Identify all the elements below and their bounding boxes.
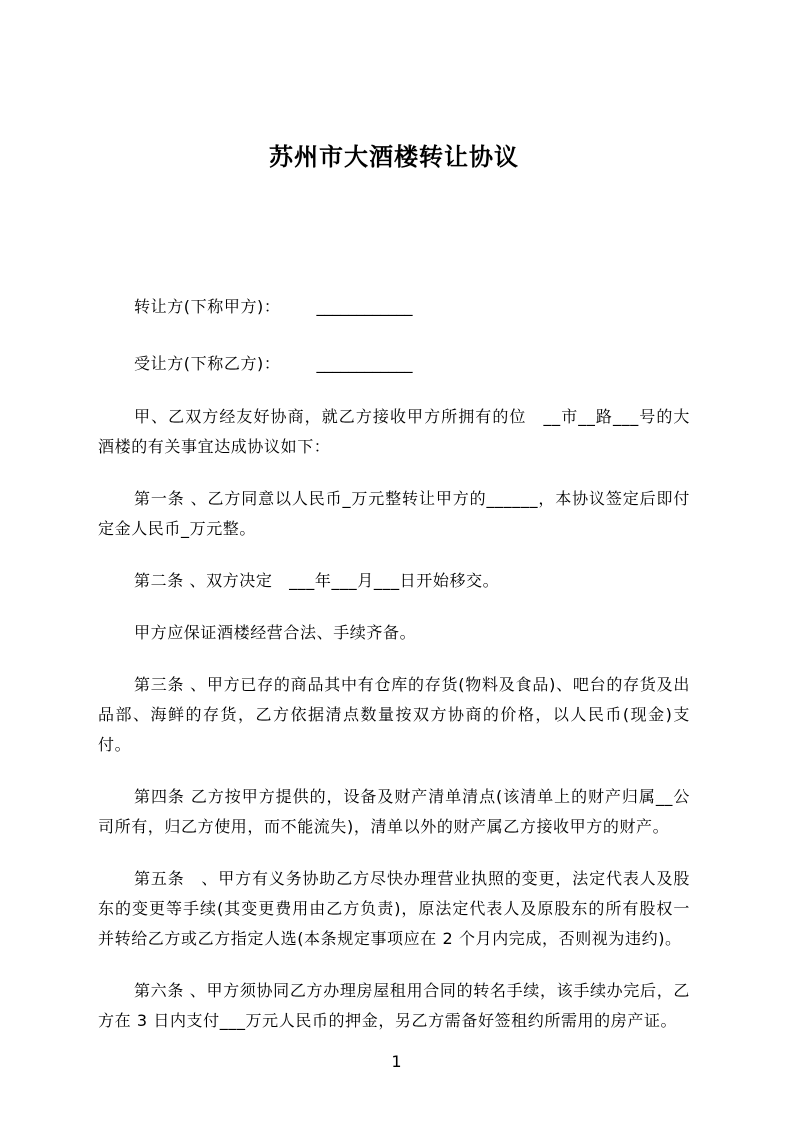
clause-2-paragraph: 第二条 、双方决定 ___年___月___日开始移交。: [134, 571, 500, 590]
party-b-line: [98, 349, 690, 379]
clause-4-paragraph: 第四条 乙方按甲方提供的，设备及财产清单清点(该清单上的财产归属__公司所有，归乙方使用，而不能流失)，清单以外的财产属乙方接收甲方的财产。: [98, 787, 690, 836]
clause-1-paragraph: 第一条 、乙方同意以人民币_万元整转让甲方的______，本协议签定后即付定金人民币_万元整。: [98, 489, 690, 538]
clause-2-note-paragraph: 甲方应保证酒楼经营合法、手续齐备。: [134, 623, 417, 642]
party-b-blank: ____________: [316, 354, 413, 373]
clause-5-paragraph: 第五条 、甲方有义务协助乙方尽快办理营业执照的变更，法定代表人及股东的变更等手续(其变更费用由乙方负责)，原法定代表人及原股东的所有股权一并转给乙方或乙方指定人选(本条规定事项应在 2 个月内完成，否则视为违约)。: [98, 869, 690, 948]
party-a-line: [98, 292, 690, 322]
clause-3-paragraph: 第三条 、甲方已存的商品其中有仓库的存货(物料及食品)、吧台的存货及出品部、海鲜的存货，乙方依据清点数量按双方协商的价格，以人民币(现金)支付。: [98, 675, 690, 754]
document-title: 苏州市大酒楼转让协议: [269, 143, 519, 171]
intro-paragraph: 甲、乙双方经友好协商，就乙方接收甲方所拥有的位 __市__路___号的大酒楼的有关事宜达成协议如下：: [98, 407, 690, 456]
party-b-label: 受让方(下称乙方)：: [134, 354, 281, 373]
party-a-blank: ____________: [316, 297, 413, 316]
page-number: 1: [391, 1052, 402, 1071]
party-a-label: 转让方(下称甲方)：: [134, 297, 281, 316]
clause-6-paragraph: 第六条 、甲方须协同乙方办理房屋租用合同的转名手续，该手续办完后，乙方在 3 日内支付___万元人民币的押金，另乙方需备好签租约所需用的房产证。: [98, 981, 690, 1030]
document-content: [0, 140, 793, 1036]
